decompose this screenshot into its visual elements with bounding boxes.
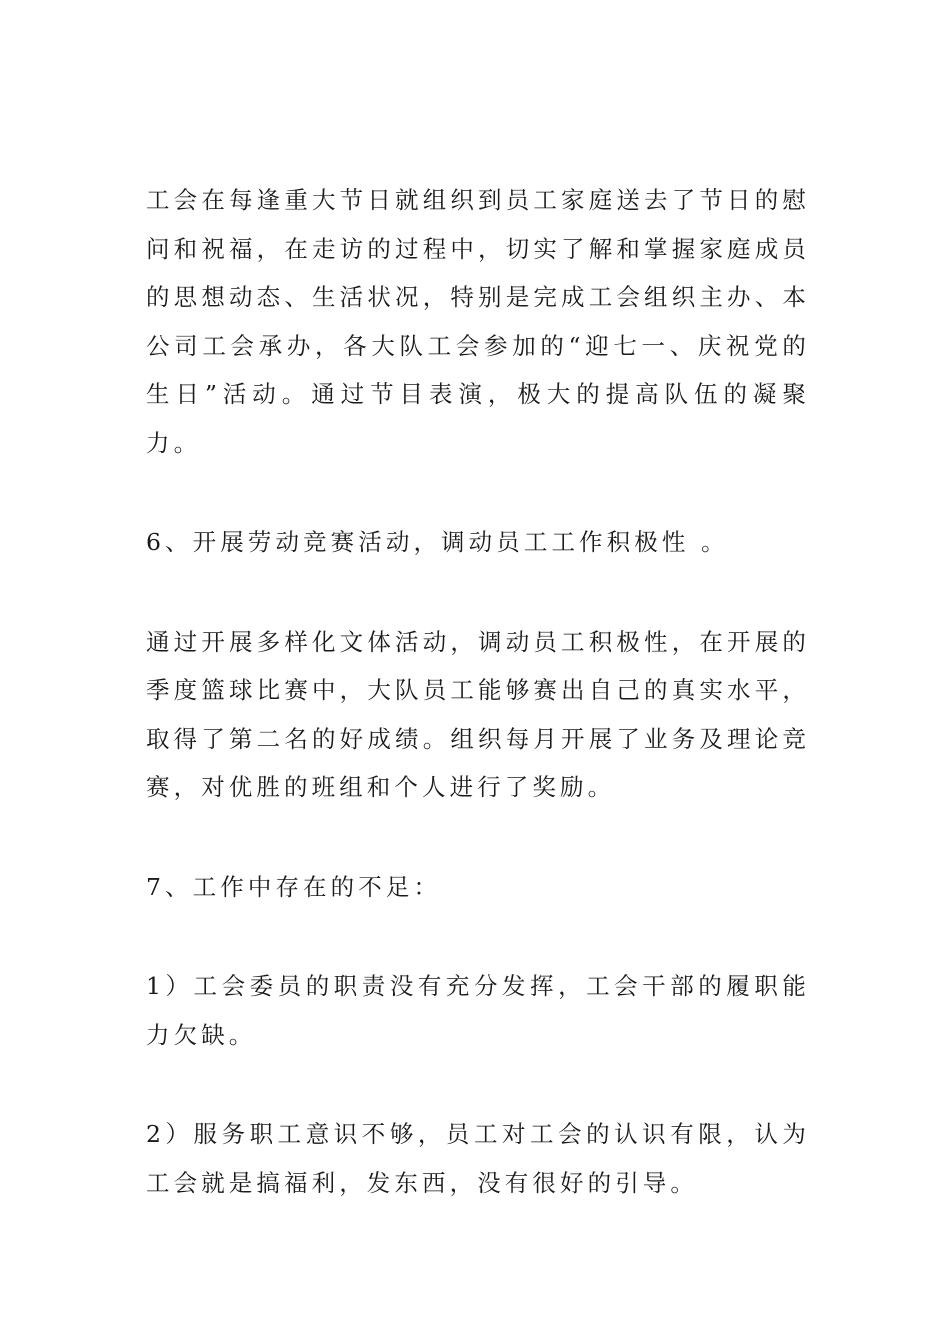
paragraph-gap xyxy=(146,567,810,618)
paragraph-sports-activities: 通过开展多样化文体活动，调动员工积极性，在开展的季度篮球比赛中，大队员工能够赛出自己的真实水平，取得了第二名的好成绩。组织每月开展了业务及理论竞赛，对优胜的班组和个人进行了奖励。 xyxy=(146,627,810,801)
paragraph-gap xyxy=(146,467,810,518)
document-body xyxy=(146,176,810,1207)
shortcoming-item-1: 1）工会委员的职责没有充分发挥，工会干部的履职能力欠缺。 xyxy=(146,972,810,1049)
paragraph-gap xyxy=(146,911,810,962)
paragraph-gap xyxy=(146,812,810,863)
paragraph-gap xyxy=(146,1059,810,1110)
heading-shortcomings: 7、工作中存在的不足： xyxy=(146,872,442,901)
paragraph-union-holiday-visits: 工会在每逢重大节日就组织到员工家庭送去了节日的慰问和祝福，在走访的过程中，切实了解和掌握家庭成员的思想动态、生活状况，特别是完成工会组织主办、本公司工会承办，各大队工会参加的“迎七一、庆祝党的生日”活动。通过节目表演，极大的提高队伍的凝聚力。 xyxy=(146,186,810,457)
heading-labor-competition: 6、开展劳动竞赛活动，调动员工工作积极性 。 xyxy=(146,528,729,556)
shortcoming-item-2: 2）服务职工意识不够，员工对工会的认识有限，认为工会就是搞福利，发东西，没有很好的引导。 xyxy=(146,1120,810,1197)
